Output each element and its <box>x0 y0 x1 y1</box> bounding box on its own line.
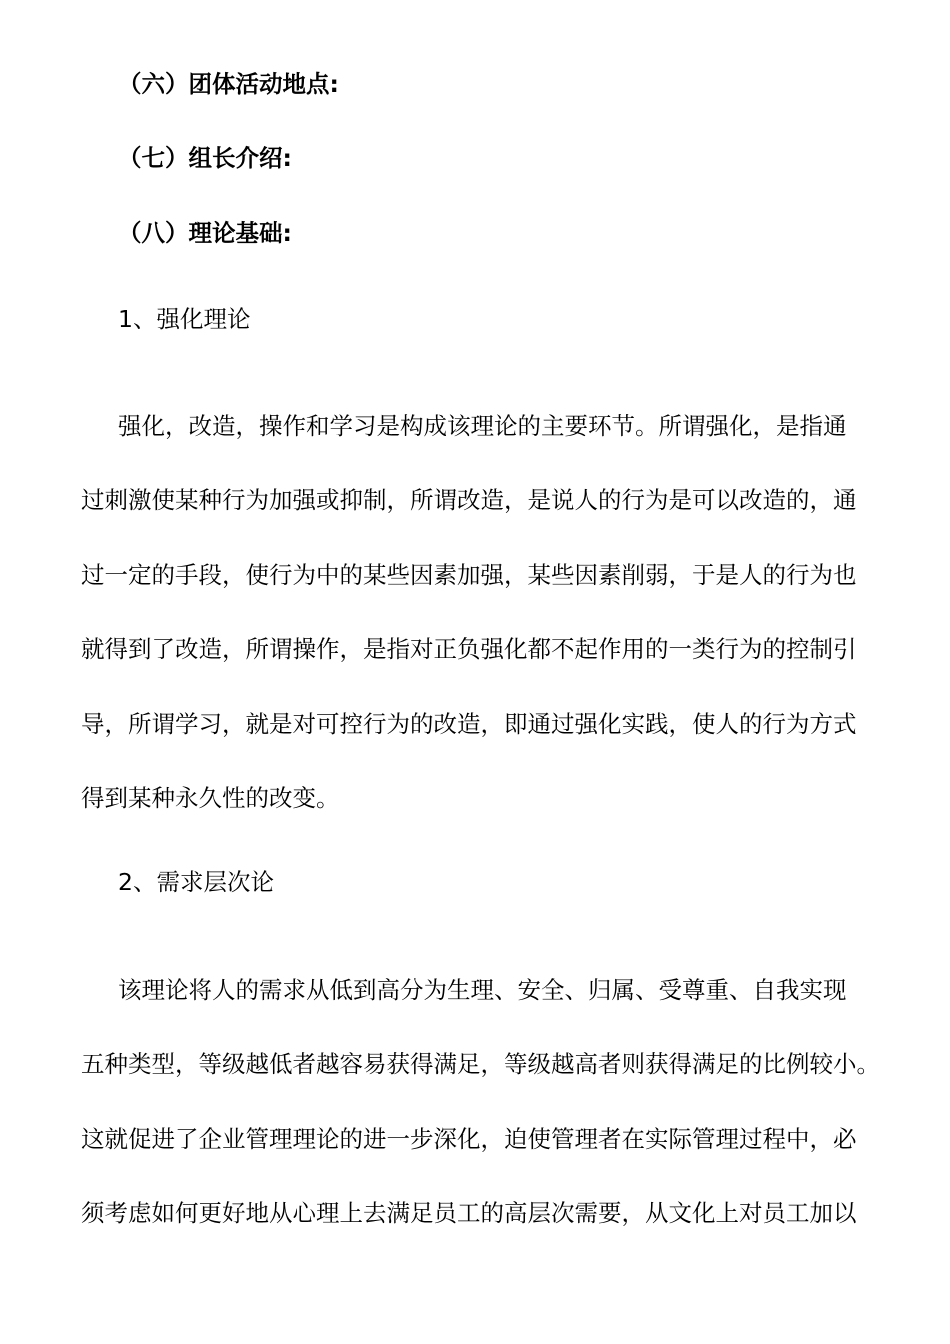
paragraph-line: 须考虑如何更好地从心理上去满足员工的高层次需要，从文化上对员工加以 <box>81 1199 857 1227</box>
paragraph-line: 这就促进了企业管理理论的进一步深化，迫使管理者在实际管理过程中，必 <box>81 1125 857 1153</box>
paragraph-line: 得到某种永久性的改变。 <box>81 784 340 812</box>
section-title-needs-hierarchy: 2、需求层次论 <box>118 868 274 896</box>
heading-activity-location: （六）团体活动地点: <box>118 70 339 98</box>
paragraph-line: 导，所谓学习，就是对可控行为的改造，即通过强化实践，使人的行为方式 <box>81 710 857 738</box>
paragraph-line: 就得到了改造，所谓操作，是指对正负强化都不起作用的一类行为的控制引 <box>81 635 857 663</box>
heading-theory-basis: （八）理论基础: <box>118 219 292 247</box>
paragraph-line: 该理论将人的需求从低到高分为生理、安全、归属、受尊重、自我实现 <box>118 976 847 1004</box>
paragraph-line: 过一定的手段，使行为中的某些因素加强，某些因素削弱，于是人的行为也 <box>81 561 857 589</box>
section-title-reinforcement: 1、强化理论 <box>118 305 251 333</box>
paragraph-line: 五种类型，等级越低者越容易获得满足，等级越高者则获得满足的比例较小。 <box>81 1050 880 1078</box>
paragraph-line: 强化，改造，操作和学习是构成该理论的主要环节。所谓强化，是指通 <box>118 412 847 440</box>
heading-leader-intro: （七）组长介绍: <box>118 144 292 172</box>
paragraph-line: 过刺激使某种行为加强或抑制，所谓改造，是说人的行为是可以改造的，通 <box>81 486 857 514</box>
